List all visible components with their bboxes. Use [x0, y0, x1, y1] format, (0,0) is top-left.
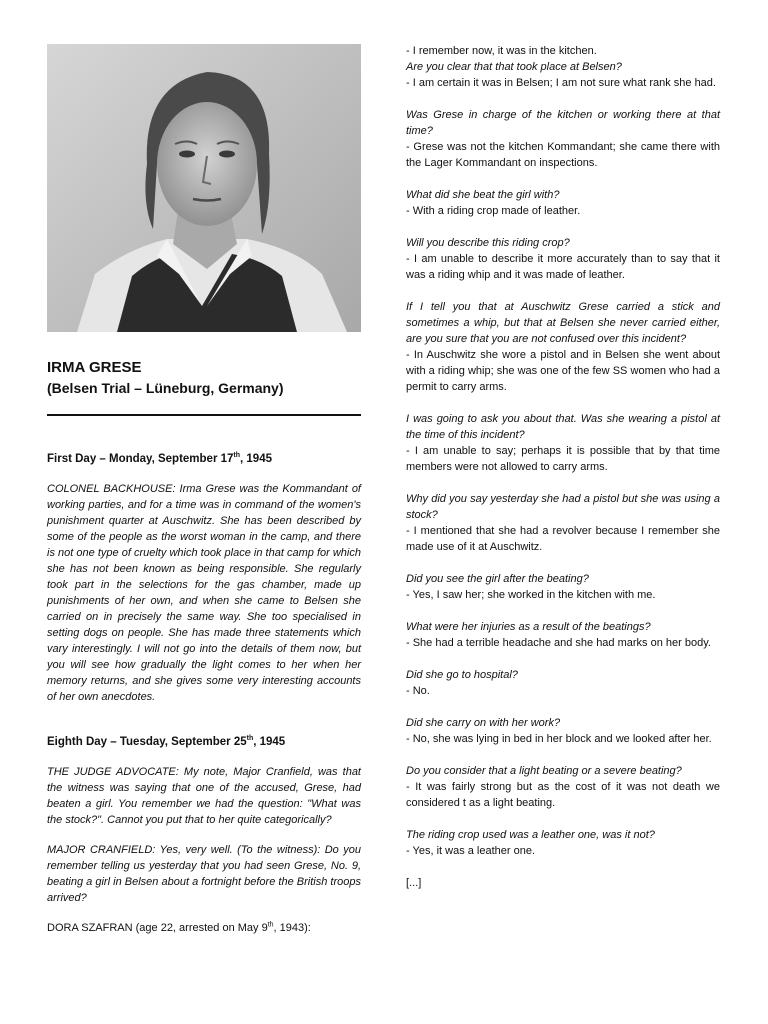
answer: - I am unable to describe it more accurately than to say that it was a riding whip and it was made of leather. [406, 253, 720, 281]
question: Are you clear that that took place at Belsen? [406, 61, 622, 73]
qa-block [406, 619, 720, 651]
colonel-statement: COLONEL BACKHOUSE: Irma Grese was the Kommandant of working parties, and for a time was in command of the women's punishment quarter at Auschwitz. She has been described by some of the people as the worst woman in the camp, and there is not one type of cruelty which took place in that camp for which she has not been known as being responsible. She regularly took part in the selections for the gas chamber, made up punishments of her own, and when she came to Belsen she carried on in precisely the same way. She too specialised in setting dogs on people. She has made three statements which vary interestingly. I will not go into the details of them now, but you will see how gradually the light comes to her when her memory returns, and she gives some very interesting accounts of her own anecdotes. [47, 482, 361, 703]
answer: - She had a terrible headache and she had marks on her body. [406, 637, 711, 649]
answer: - Yes, I saw her; she worked in the kitchen with me. [406, 589, 656, 601]
title-divider [47, 414, 361, 416]
answer: - I am certain it was in Belsen; I am not sure what rank she had. [406, 77, 716, 89]
answer: - I remember now, it was in the kitchen. [406, 45, 597, 57]
page-subtitle: (Belsen Trial – Lüneburg, Germany) [47, 380, 284, 396]
question: Did she carry on with her work? [406, 717, 561, 729]
qa-block [406, 187, 720, 219]
qa-block [406, 43, 720, 91]
question: Will you describe this riding crop? [406, 237, 570, 249]
witness-introduction: DORA SZAFRAN (age 22, arrested on May 9th, 1943): [47, 921, 311, 934]
qa-block [406, 715, 720, 747]
question: I was going to ask you about that. Was she wearing a pistol at the time of this incident? [406, 413, 720, 441]
major-cranfield-statement: MAJOR CRANFIELD: Yes, very well. (To the witness): Do you remember telling us yesterday that you had seen Grese, No. 9, beating a girl in Belsen about a fortnight before the British troops arrived? [47, 843, 361, 904]
right-column [406, 43, 720, 891]
question: What did she beat the girl with? [406, 189, 560, 201]
qa-block [406, 235, 720, 283]
day-heading-first: First Day – Monday, September 17th, 1945 [47, 452, 272, 465]
qa-block [406, 299, 720, 395]
qa-block [406, 107, 720, 171]
question: The riding crop used was a leather one, was it not? [406, 829, 655, 841]
answer: - I am unable to say; perhaps it is possible that by that time members were not allowed to carry arms. [406, 445, 720, 473]
portrait-photo [47, 44, 361, 332]
answer: - I mentioned that she had a revolver because I remember she made use of it at Auschwitz. [406, 525, 720, 553]
question: What were her injuries as a result of the beatings? [406, 621, 651, 633]
question: Did she go to hospital? [406, 669, 518, 681]
qa-block [406, 827, 720, 859]
answer: - In Auschwitz she wore a pistol and in Belsen she went about with a riding whip; she was one of the few SS women who had a permit to carry arms. [406, 349, 720, 393]
qa-block [406, 571, 720, 603]
answer: - It was fairly strong but as the cost of it was not death we considered t as a light beating. [406, 781, 720, 809]
answer: - Grese was not the kitchen Kommandant; she came there with the Lager Kommandant on inspections. [406, 141, 720, 169]
day-heading-eighth: Eighth Day – Tuesday, September 25th, 1945 [47, 734, 286, 748]
ellipsis-marker: [...] [406, 877, 422, 889]
qa-block [406, 411, 720, 475]
answer: - No, she was lying in bed in her block and we looked after her. [406, 733, 712, 745]
question: Why did you say yesterday she had a pistol but she was using a stock? [406, 493, 720, 521]
qa-block [406, 491, 720, 555]
left-column [47, 44, 361, 936]
answer: - With a riding crop made of leather. [406, 205, 581, 217]
answer: - No. [406, 685, 430, 697]
qa-block [406, 763, 720, 811]
question: Do you consider that a light beating or a severe beating? [406, 765, 682, 777]
question: If I tell you that at Auschwitz Grese carried a stick and sometimes a whip, but that at Belsen she never carried either, are you sure that you are not confused over this incident? [406, 301, 720, 345]
question: Was Grese in charge of the kitchen or working there at that time? [406, 109, 720, 137]
qa-block [406, 667, 720, 699]
answer: - Yes, it was a leather one. [406, 845, 536, 857]
question: Did you see the girl after the beating? [406, 573, 589, 585]
page-title: IRMA GRESE [47, 359, 142, 376]
judge-advocate-statement: THE JUDGE ADVOCATE: My note, Major Cranfield, was that the witness was saying that one of the accused, Grese, had beaten a girl. You remember we had the question: "What was the stock?". Cannot you put that to her quite categorically? [47, 765, 361, 826]
